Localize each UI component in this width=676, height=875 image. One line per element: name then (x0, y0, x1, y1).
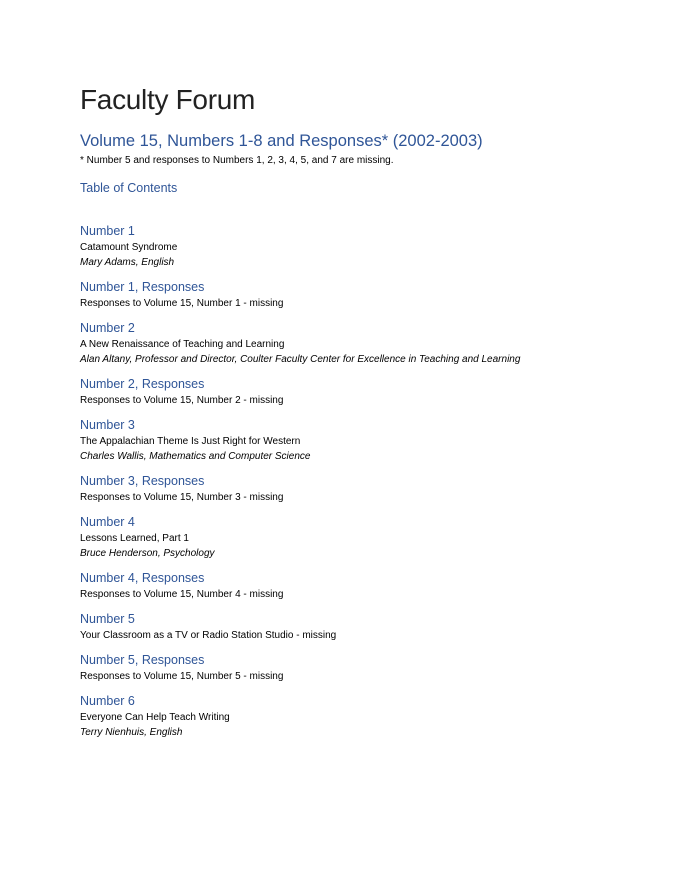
entry-heading: Number 4 (80, 515, 135, 529)
entry-title: The Appalachian Theme Is Just Right for Western (80, 436, 301, 447)
toc-entry-number-2 (80, 319, 640, 367)
entry-heading: Number 1, Responses (80, 280, 205, 294)
entry-heading: Number 2, Responses (80, 377, 205, 391)
toc-entry-number-5 (80, 610, 640, 643)
toc-entry-number-5-responses (80, 651, 640, 684)
entry-title: Responses to Volume 15, Number 5 - missing (80, 671, 284, 682)
entry-author: Mary Adams, English (80, 257, 175, 268)
entry-title: Responses to Volume 15, Number 4 - missing (80, 589, 284, 600)
entry-author: Alan Altany, Professor and Director, Coulter Faculty Center for Excellence in Teaching and Learning (80, 354, 521, 365)
entry-heading: Number 1 (80, 224, 135, 238)
entry-author: Terry Nienhuis, English (80, 727, 183, 738)
entry-title: Your Classroom as a TV or Radio Station Studio - missing (80, 630, 337, 641)
entry-title: A New Renaissance of Teaching and Learning (80, 339, 285, 350)
toc-entry-number-1-responses (80, 278, 640, 311)
entry-title: Everyone Can Help Teach Writing (80, 712, 230, 723)
toc-entry-number-3-responses (80, 472, 640, 505)
entry-heading: Number 4, Responses (80, 571, 205, 585)
entry-heading: Number 2 (80, 321, 135, 335)
entry-author: Bruce Henderson, Psychology (80, 548, 215, 559)
toc-entries (80, 222, 640, 740)
volume-subtitle: Volume 15, Numbers 1-8 and Responses* (2002-2003) (80, 132, 483, 150)
toc-entry-number-4-responses (80, 569, 640, 602)
toc-entry-number-3 (80, 416, 640, 464)
toc-entry-number-1 (80, 222, 640, 270)
page-title: Faculty Forum (80, 84, 256, 115)
entry-heading: Number 6 (80, 694, 135, 708)
entry-title: Catamount Syndrome (80, 242, 178, 253)
toc-entry-number-6 (80, 692, 640, 740)
entry-author: Charles Wallis, Mathematics and Computer Science (80, 451, 311, 462)
entry-heading: Number 5, Responses (80, 653, 205, 667)
entry-heading: Number 5 (80, 612, 135, 626)
document-page (80, 82, 640, 748)
entry-title: Responses to Volume 15, Number 1 - missing (80, 298, 284, 309)
toc-entry-number-2-responses (80, 375, 640, 408)
toc-entry-number-4 (80, 513, 640, 561)
entry-title: Lessons Learned, Part 1 (80, 533, 189, 544)
entry-heading: Number 3, Responses (80, 474, 205, 488)
entry-heading: Number 3 (80, 418, 135, 432)
toc-heading: Table of Contents (80, 181, 178, 195)
entry-title: Responses to Volume 15, Number 2 - missing (80, 395, 284, 406)
entry-title: Responses to Volume 15, Number 3 - missing (80, 492, 284, 503)
missing-note: * Number 5 and responses to Numbers 1, 2, 3, 4, 5, and 7 are missing. (80, 155, 394, 166)
